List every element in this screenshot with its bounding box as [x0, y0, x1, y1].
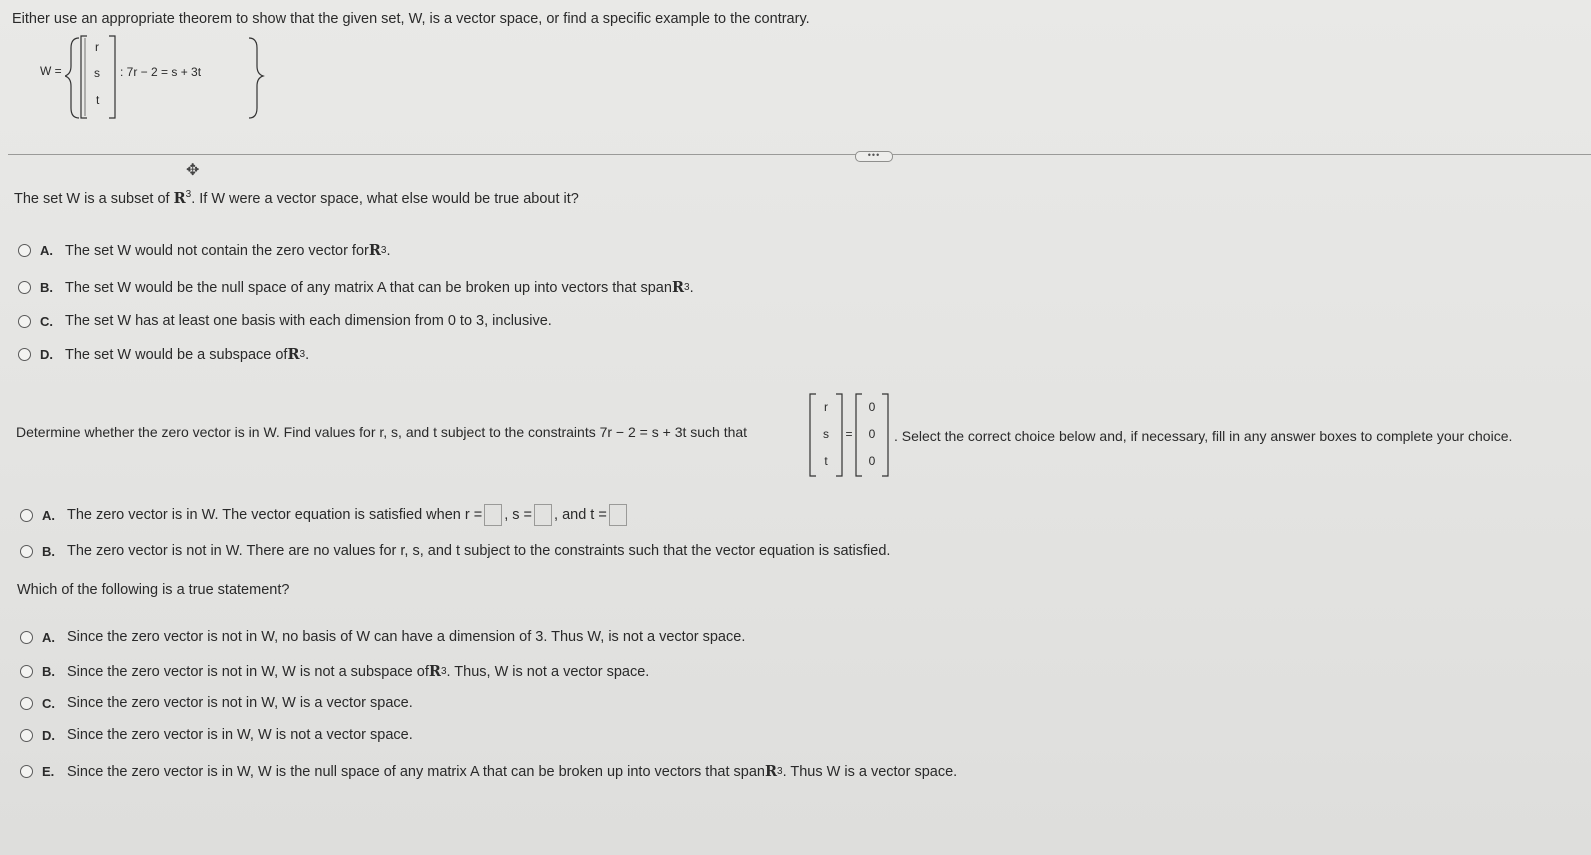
option-letter: B.	[42, 664, 55, 679]
option-text: The set W would be a subspace of	[65, 346, 288, 363]
equals-sign: =	[845, 427, 853, 441]
q1-option-c[interactable]	[18, 313, 552, 329]
real-space-symbol: R	[428, 663, 441, 680]
set-condition: : 7r − 2 = s + 3t	[120, 65, 202, 79]
option-letter: E.	[42, 764, 55, 779]
rhs-vector-0-c: 0	[868, 454, 876, 468]
option-letter: A.	[40, 243, 53, 258]
option-text: The set W would be the null space of any matrix A that can be broken up into vectors that span	[65, 279, 672, 296]
radio-button[interactable]	[20, 729, 33, 742]
lhs-vector-s: s	[823, 427, 829, 441]
option-separator-t: , and t =	[554, 507, 607, 523]
q1-option-a[interactable]: A. The set W would not contain the zero vector for R 3 .	[18, 242, 391, 259]
r-answer-box[interactable]	[484, 504, 502, 526]
option-letter: D.	[40, 347, 53, 362]
option-end: .	[386, 242, 391, 259]
s-answer-box[interactable]	[534, 504, 552, 526]
radio-button[interactable]	[18, 244, 31, 257]
q3-option-c[interactable]	[20, 695, 413, 711]
option-text: The zero vector is not in W. There are no values for r, s, and t subject to the constraints such that the vector equation is satisfied.	[67, 543, 891, 559]
radio-button[interactable]	[20, 545, 33, 558]
rhs-vector-0-b: 0	[868, 427, 876, 441]
lhs-vector-r: r	[824, 400, 828, 414]
option-end: .	[689, 279, 694, 296]
question1-suffix: . If W were a vector space, what else would be true about it?	[191, 191, 579, 207]
real-space-exponent: 3	[185, 189, 192, 201]
radio-button[interactable]	[20, 697, 33, 710]
option-letter: A.	[42, 507, 55, 523]
t-answer-box[interactable]	[609, 504, 627, 526]
option-end: . Thus, W is not a vector space.	[446, 663, 650, 680]
radio-button[interactable]	[18, 315, 31, 328]
radio-button[interactable]	[18, 348, 31, 361]
zero-vector-equation	[808, 392, 892, 478]
option-letter: C.	[42, 695, 55, 711]
set-vector-r: r	[95, 40, 99, 54]
real-space-symbol: R	[764, 763, 778, 780]
radio-button[interactable]	[18, 281, 31, 294]
q2-option-a[interactable]	[20, 504, 629, 526]
move-icon[interactable]: ✥	[186, 162, 200, 179]
radio-button[interactable]	[20, 665, 33, 678]
option-text: Since the zero vector is in W, W is the null space of any matrix A that can be broken up into vectors that span	[67, 763, 765, 780]
option-letter: C.	[40, 313, 53, 329]
radio-button[interactable]	[20, 765, 33, 778]
radio-button[interactable]	[20, 509, 33, 522]
real-space-symbol: R	[671, 279, 684, 296]
real-space-symbol: R	[368, 242, 381, 259]
option-text: The set W would not contain the zero vector for	[65, 242, 369, 259]
option-letter: A.	[42, 629, 55, 645]
set-lhs: W =	[40, 64, 62, 78]
option-end: . Thus W is a vector space.	[782, 763, 958, 780]
question1-prompt	[14, 190, 579, 207]
question2-suffix: . Select the correct choice below and, if necessary, fill in any answer boxes to complete your choice.	[894, 428, 1513, 444]
option-text: Since the zero vector is not in W, no basis of W can have a dimension of 3. Thus W, is not a vector space.	[67, 629, 746, 645]
option-text: Since the zero vector is not in W, W is not a subspace of	[67, 663, 429, 680]
q3-option-a[interactable]	[20, 629, 745, 645]
set-vector-t: t	[96, 93, 100, 107]
option-text: The set W has at least one basis with each dimension from 0 to 3, inclusive.	[65, 313, 552, 329]
set-vector-s: s	[94, 66, 100, 80]
radio-button[interactable]	[20, 631, 33, 644]
instruction-text: Either use an appropriate theorem to show that the given set, W, is a vector space, or find a specific example to the contrary.	[12, 11, 810, 27]
lhs-vector-t: t	[824, 454, 828, 468]
q2-option-b[interactable]	[20, 543, 890, 559]
more-options-button[interactable]: •••	[855, 151, 893, 162]
q1-option-d[interactable]: D. The set W would be a subspace of R 3 .	[18, 346, 309, 363]
q3-option-b[interactable]: B. Since the zero vector is not in W, W is not a subspace of R 3 . Thus, W is not a vector space.	[20, 663, 649, 680]
question1-prefix: The set W is a subset of	[14, 191, 174, 207]
option-text: The zero vector is in W. The vector equation is satisfied when r =	[67, 507, 483, 523]
rhs-vector-0-a: 0	[868, 400, 876, 414]
section-divider	[8, 154, 1591, 155]
option-letter: B.	[40, 280, 53, 295]
question3-prompt: Which of the following is a true statement?	[17, 582, 290, 598]
real-space-symbol: R	[287, 346, 300, 363]
q1-option-b[interactable]: B. The set W would be the null space of any matrix A that can be broken up into vectors that span R 3 .	[18, 279, 694, 296]
option-letter: B.	[42, 543, 55, 559]
option-separator-s: , s =	[504, 507, 533, 523]
q3-option-d[interactable]	[20, 727, 413, 743]
option-text: Since the zero vector is not in W, W is a vector space.	[67, 695, 413, 711]
q3-option-e[interactable]: E. Since the zero vector is in W, W is the null space of any matrix A that can be broken up into vectors that span R 3 . Thus W is a vector space.	[20, 763, 957, 780]
real-space-symbol: R	[173, 190, 186, 207]
question2-prefix: Determine whether the zero vector is in W. Find values for r, s, and t subject to the constraints 7r − 2 = s + 3t such that	[16, 424, 748, 440]
option-text: Since the zero vector is in W, W is not a vector space.	[67, 727, 413, 743]
option-end: .	[305, 346, 310, 363]
option-letter: D.	[42, 727, 55, 743]
